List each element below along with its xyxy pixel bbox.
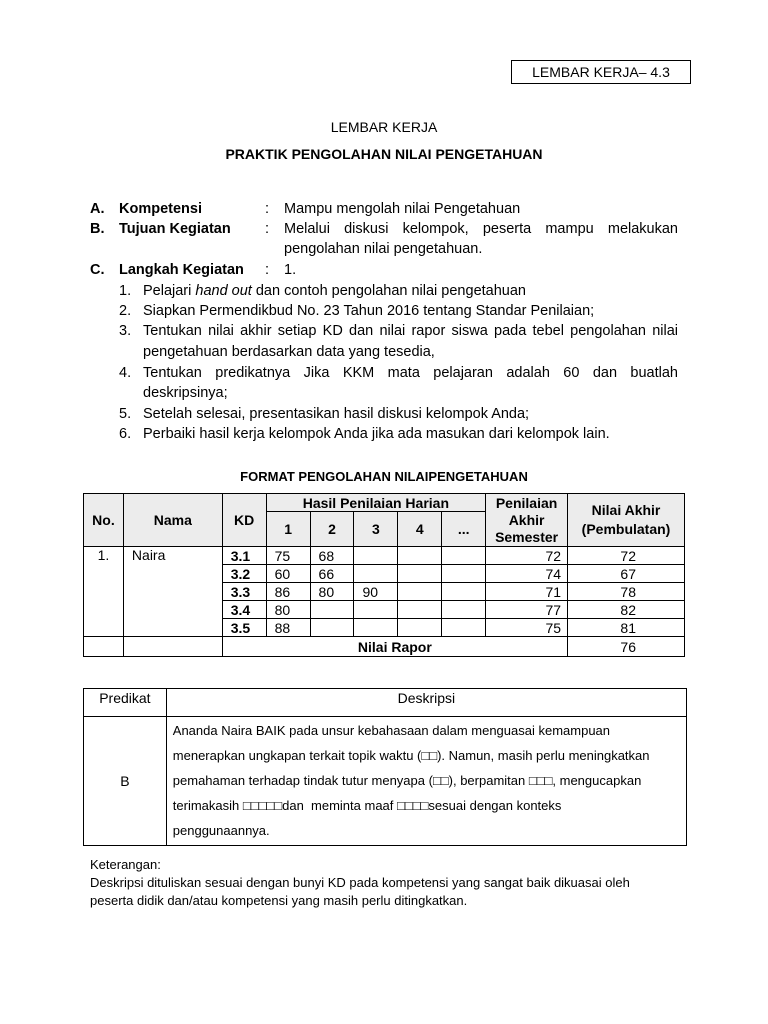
score-cell: 60: [266, 565, 310, 583]
kd-cell: 3.3: [222, 583, 266, 601]
section-a-colon: :: [265, 201, 270, 217]
step-text-post: dan contoh pengolahan nilai pengetahuan: [251, 283, 526, 299]
score-cell: [442, 583, 486, 601]
akhir-cell: 67: [568, 565, 685, 583]
section-b-letter: B.: [90, 221, 105, 237]
score-cell: [310, 601, 354, 619]
section-b-value-line2: pengolahan nilai pengetahuan.: [284, 241, 483, 257]
nilai-rapor-label: Nilai Rapor: [222, 637, 567, 657]
step-number: 3.: [119, 323, 132, 339]
score-cell: [398, 547, 442, 565]
header-no: No.: [84, 494, 124, 547]
score-cell: [398, 565, 442, 583]
score-cell: [442, 619, 486, 637]
kd-cell: 3.2: [222, 565, 266, 583]
step-text-pre: Pelajari: [143, 283, 196, 299]
akhir-cell: 72: [568, 547, 685, 565]
score-cell: [310, 619, 354, 637]
description-table: [83, 688, 687, 846]
note-line: Deskripsi dituliskan sesuai dengan bunyi KD pada kompetensi yang sangat baik dikuasai oleh: [90, 875, 630, 890]
step-number: 6.: [119, 426, 132, 442]
kd-cell: 3.5: [222, 619, 266, 637]
empty-cell: [123, 637, 222, 657]
student-name: Naira: [123, 547, 222, 637]
section-b-label: Tujuan Kegiatan: [119, 221, 231, 237]
score-cell: [442, 601, 486, 619]
nilai-rapor-value: 76: [568, 637, 685, 657]
section-a-label: Kompetensi: [119, 201, 202, 217]
step-number: 1.: [119, 283, 132, 299]
deskripsi-line: pemahaman terhadap tindak tutur menyapa (□□), berpamitan □□□, mengucapkan: [172, 773, 642, 788]
pas-cell: 77: [486, 601, 568, 619]
section-b-value-line1: Melalui diskusi kelompok, peserta mampu melakukan: [284, 221, 678, 237]
section-c-letter: C.: [90, 262, 105, 278]
score-table: [83, 493, 685, 657]
pas-cell: 72: [486, 547, 568, 565]
header-h3: 3: [354, 512, 398, 547]
header-kd: KD: [222, 494, 266, 547]
format-title: FORMAT PENGOLAHAN NILAIPENGETAHUAN: [240, 469, 528, 484]
note-line: peserta didik dan/atau kompetensi yang masih perlu ditingkatkan.: [90, 893, 468, 908]
score-cell: 86: [266, 583, 310, 601]
header-nama: Nama: [123, 494, 222, 547]
document-subtitle: PRAKTIK PENGOLAHAN NILAI PENGETAHUAN: [225, 146, 543, 162]
pas-cell: 74: [486, 565, 568, 583]
worksheet-label: LEMBAR KERJA– 4.3: [511, 60, 691, 84]
step-text: Perbaiki hasil kerja kelompok Anda jika ada masukan dari kelompok lain.: [143, 426, 610, 442]
section-a-value: Mampu mengolah nilai Pengetahuan: [284, 201, 521, 217]
score-cell: [442, 547, 486, 565]
header-pas: Penilaian Akhir Semester: [486, 494, 568, 547]
score-cell: 90: [354, 583, 398, 601]
deskripsi-line: Ananda Naira BAIK pada unsur kebahasaan dalam menguasai kemampuan: [172, 723, 611, 738]
score-cell: 80: [266, 601, 310, 619]
deskripsi-line: penggunaannya.: [172, 823, 270, 838]
pas-cell: 75: [486, 619, 568, 637]
step-number: 5.: [119, 406, 132, 422]
header-h4: 4: [398, 512, 442, 547]
step-text: [143, 281, 526, 301]
header-predikat: Predikat: [84, 689, 167, 717]
score-cell: 75: [266, 547, 310, 565]
deskripsi-line: terimakasih □□□□□dan meminta maaf □□□□sesuai dengan konteks: [172, 798, 562, 813]
section-b-colon: :: [265, 221, 270, 237]
section-c-label: Langkah Kegiatan: [119, 262, 244, 278]
akhir-cell: 81: [568, 619, 685, 637]
score-cell: 68: [310, 547, 354, 565]
kd-cell: 3.1: [222, 547, 266, 565]
score-cell: [354, 547, 398, 565]
section-c-colon: :: [265, 262, 270, 278]
score-cell: [354, 565, 398, 583]
kd-cell: 3.4: [222, 601, 266, 619]
header-harian: Hasil Penilaian Harian: [266, 494, 486, 512]
akhir-cell: 78: [568, 583, 685, 601]
score-cell: 80: [310, 583, 354, 601]
empty-cell: [84, 637, 124, 657]
note-label: Keterangan:: [90, 857, 161, 872]
score-cell: [354, 619, 398, 637]
score-cell: 66: [310, 565, 354, 583]
pas-cell: 71: [486, 583, 568, 601]
score-cell: [442, 565, 486, 583]
step-number: 2.: [119, 303, 132, 319]
section-a-letter: A.: [90, 201, 105, 217]
header-h2: 2: [310, 512, 354, 547]
score-cell: 88: [266, 619, 310, 637]
section-c-value: 1.: [284, 262, 297, 278]
student-no: 1.: [84, 547, 124, 637]
score-cell: [354, 601, 398, 619]
header-akhir: Nilai Akhir (Pembulatan): [568, 494, 685, 547]
predikat-value: B: [84, 717, 167, 846]
score-cell: [398, 619, 442, 637]
akhir-cell: 82: [568, 601, 685, 619]
step-text: Tentukan nilai akhir setiap KD dan nilai rapor siswa pada tebel pengolahan nilai: [143, 323, 678, 339]
score-cell: [398, 601, 442, 619]
step-number: 4.: [119, 365, 132, 381]
step-text: Setelah selesai, presentasikan hasil diskusi kelompok Anda;: [143, 406, 530, 422]
header-h5: ...: [442, 512, 486, 547]
score-cell: [398, 583, 442, 601]
document-title: LEMBAR KERJA: [330, 119, 438, 135]
header-deskripsi: Deskripsi: [166, 689, 686, 717]
deskripsi-text: [166, 717, 686, 846]
step-text-cont: deskripsinya;: [143, 385, 228, 401]
header-h1: 1: [266, 512, 310, 547]
step-text-em: hand out: [195, 283, 252, 299]
deskripsi-line: menerapkan ungkapan terkait topik waktu (□□). Namun, masih perlu meningkatkan: [172, 748, 650, 763]
step-text: Tentukan predikatnya Jika KKM mata pelajaran adalah 60 dan buatlah: [143, 365, 678, 381]
step-text-cont: pengetahuan berdasarkan data yang tesedia,: [143, 344, 435, 360]
step-text: Siapkan Permendikbud No. 23 Tahun 2016 tentang Standar Penilaian;: [143, 303, 595, 319]
